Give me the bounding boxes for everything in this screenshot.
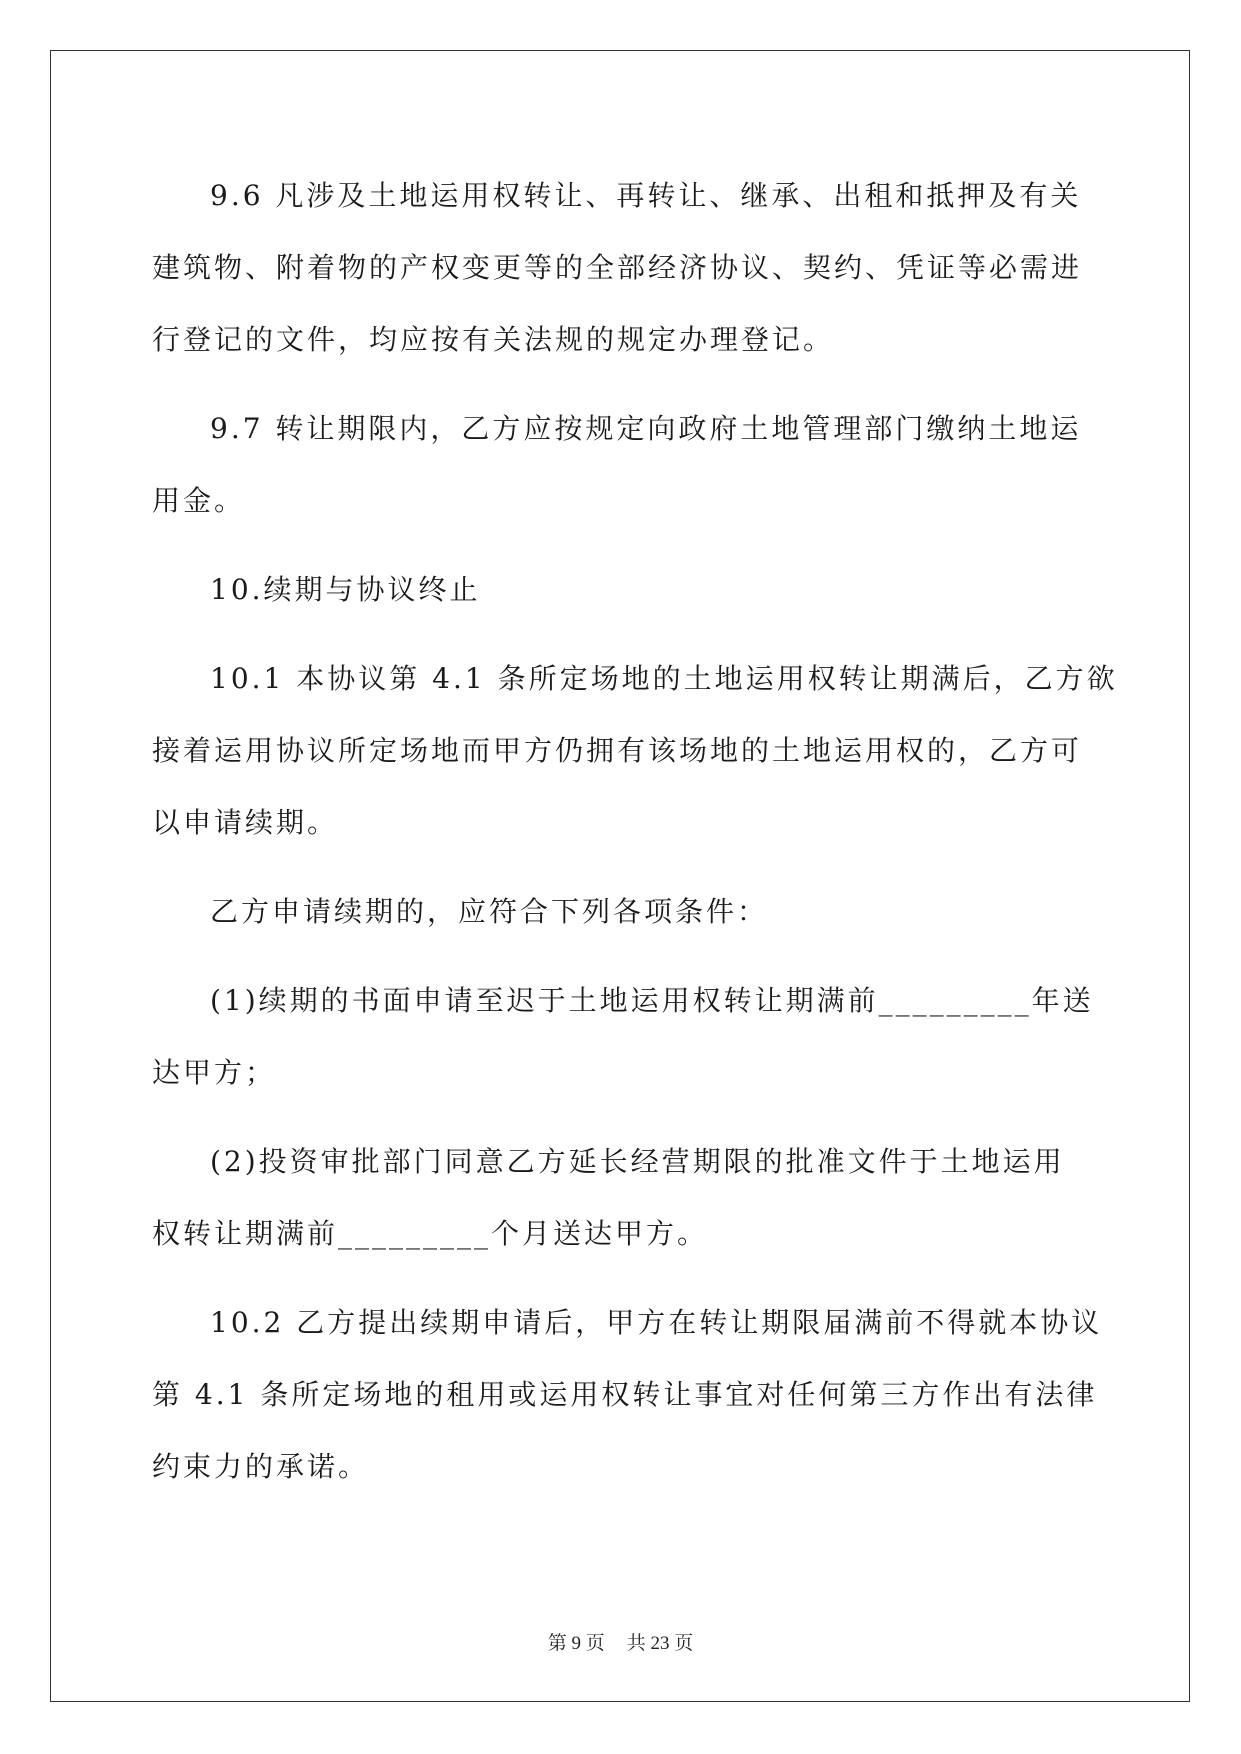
text-line: 行登记的文件，均应按有关法规的规定办理登记。 (152, 323, 835, 356)
text-line: 以申请续期。 (152, 806, 339, 839)
paragraph-9-7 (152, 393, 1090, 537)
paragraph-10-2 (152, 1287, 1103, 1503)
text-line: 乙方申请续期的，应符合下列各项条件： (210, 895, 769, 928)
text-line: 接着运用协议所定场地而甲方仍拥有该场地的土地运用权的，乙方可 (152, 734, 1083, 767)
text-line: 10.续期与协议终止 (210, 573, 481, 606)
page-total: 共 23 页 (626, 1633, 694, 1654)
paragraph-condition-2 (152, 1126, 1090, 1270)
page-number: 第 9 页 (547, 1633, 605, 1654)
text-line: 权转让期满前_________个月送达甲方。 (152, 1217, 709, 1250)
paragraph-9-6 (152, 160, 1090, 376)
text-line: 用金。 (152, 484, 246, 517)
page-footer (0, 1628, 1241, 1655)
text-line: 第 4.1 条所定场地的租用或运用权转让事宜对任何第三方作出有法律 (152, 1378, 1098, 1411)
text-line: (2)投资审批部门同意乙方延长经营期限的批准文件于土地运用 (210, 1145, 1065, 1178)
paragraph-10-1 (152, 643, 1118, 859)
text-line: 10.1 本协议第 4.1 条所定场地的土地运用权转让期满后，乙方欲 (210, 662, 1118, 695)
text-line: 9.6 凡涉及土地运用权转让、再转让、继承、出租和抵押及有关 (210, 179, 1082, 212)
document-body (152, 160, 1118, 1520)
text-line: 约束力的承诺。 (152, 1450, 370, 1483)
paragraph-condition-1 (152, 965, 1094, 1109)
text-line: 9.7 转让期限内，乙方应按规定向政府土地管理部门缴纳土地运 (210, 412, 1082, 445)
text-line: (1)续期的书面申请至迟于土地运用权转让期满前_________年送 (210, 984, 1094, 1017)
section-heading-10 (152, 554, 1090, 626)
text-line: 达甲方； (152, 1056, 277, 1089)
paragraph-conditions-intro (152, 876, 1090, 948)
text-line: 10.2 乙方提出续期申请后，甲方在转让期限届满前不得就本协议 (210, 1306, 1103, 1339)
text-line: 建筑物、附着物的产权变更等的全部经济协议、契约、凭证等必需进 (152, 251, 1083, 284)
